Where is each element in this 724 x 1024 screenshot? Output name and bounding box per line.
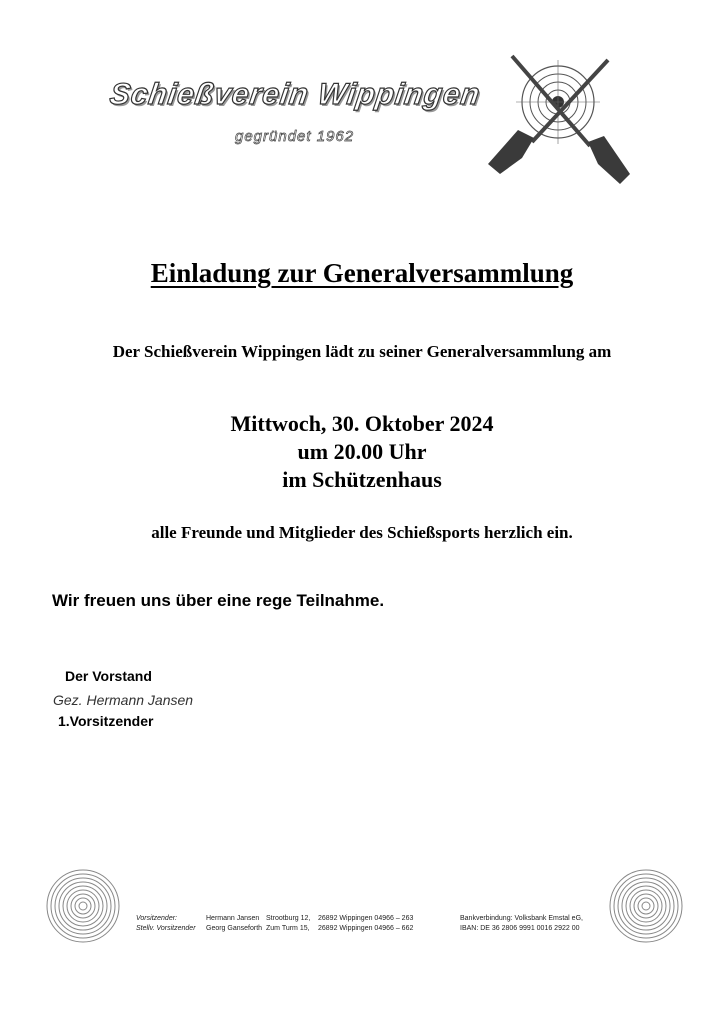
footer-labels <box>136 914 196 934</box>
shooting-target-icon <box>608 868 684 949</box>
footer-chair-city: 26892 Wippingen 04966 – 263 <box>318 915 414 922</box>
shooting-target-icon <box>45 868 121 949</box>
invite-text: alle Freunde und Mitglieder des Schießsports herzlich ein. <box>151 523 573 542</box>
signature-board: Der Vorstand <box>65 668 152 684</box>
page-title: Einladung zur Generalversammlung <box>150 258 574 288</box>
footer-chair-label: Vorsitzender: <box>136 915 177 922</box>
footer-bank-iban: IBAN: DE 36 2806 9991 0016 2922 00 <box>460 925 580 932</box>
event-date: Mittwoch, 30. Oktober 2024 <box>230 411 494 436</box>
footer-streets <box>266 914 310 934</box>
footer-vice-city: 26892 Wippingen 04966 – 662 <box>318 925 414 932</box>
footer-names <box>206 914 262 934</box>
closing-text: Wir freuen uns über eine rege Teilnahme. <box>52 591 385 610</box>
footer-chair-street: Strootburg 12, <box>266 915 311 922</box>
footer-chair-name: Hermann Jansen <box>206 915 260 922</box>
event-place: im Schützenhaus <box>282 467 442 492</box>
footer-cities <box>318 914 413 934</box>
club-logo-text: Schießverein Wippingen <box>107 78 483 111</box>
signature-role: 1.Vorsitzender <box>58 713 154 729</box>
intro-text: Der Schießverein Wippingen lädt zu seiner Generalversammlung am <box>112 342 612 361</box>
event-time: um 20.00 Uhr <box>297 439 427 464</box>
footer-vice-label: Stellv. Vorsitzender <box>136 925 196 932</box>
crossed-rifles-target-icon <box>480 50 660 195</box>
event-details <box>0 410 724 494</box>
footer-bank <box>460 914 583 934</box>
footer-bank-name: Bankverbindung: Volksbank Emstal eG, <box>460 915 583 922</box>
signature-name: Gez. Hermann Jansen <box>53 692 194 708</box>
club-founded-text: gegründet 1962 <box>235 128 355 145</box>
footer-vice-name: Georg Ganseforth <box>206 925 263 932</box>
footer-vice-street: Zum Turm 15, <box>266 925 310 932</box>
